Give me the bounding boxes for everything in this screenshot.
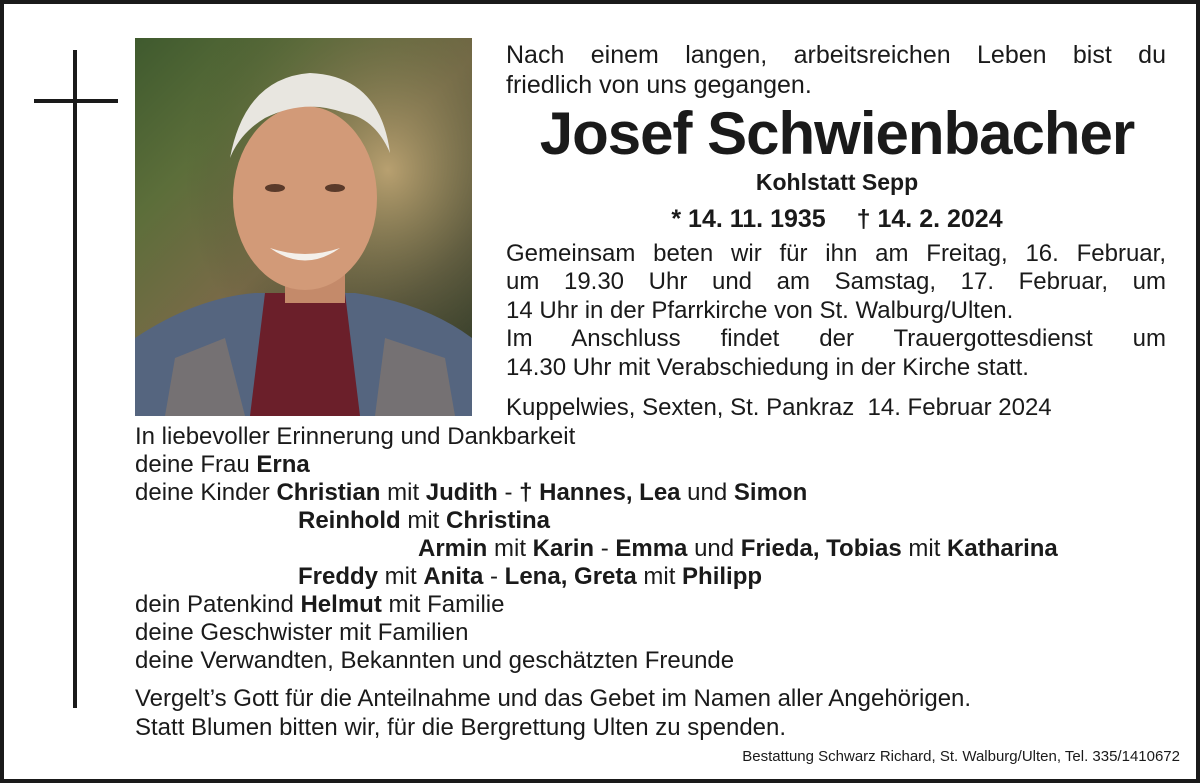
family-name: Freddy [298, 563, 379, 590]
family-name: Helmut [300, 591, 382, 618]
intro-line-2: friedlich von uns gegangen. [506, 71, 812, 99]
thanks-line-2: Statt Blumen bitten wir, für die Bergrettung Ulten zu spenden. [135, 714, 787, 741]
family-siblings: deine Geschwister mit Familien [135, 619, 469, 646]
connector-text: - [497, 479, 520, 506]
family-name: Simon [733, 479, 808, 506]
wife-prefix: deine Frau [135, 451, 250, 478]
connector-text: mit [636, 563, 683, 590]
undertaker-info: Bestattung Schwarz Richard, St. Walburg/Ulten, Tel. 335/1410672 [742, 748, 1180, 765]
family-name: Reinhold [298, 507, 401, 534]
family-intro: In liebevoller Erinnerung und Dankbarkeit [135, 423, 576, 450]
connector-text: mit [400, 507, 446, 534]
deceased-name: Josef Schwienbacher [539, 100, 1135, 167]
connector-text: mit [380, 479, 426, 506]
deceased-nickname: Kohlstatt Sepp [755, 169, 919, 195]
service-line: 14 Uhr in der Pfarrkirche von St. Walburg/Ulten. [506, 296, 1014, 324]
service-line: 14.30 Uhr mit Verabschiedung in der Kirche statt. [506, 353, 1029, 381]
family-name: Emma [615, 535, 688, 562]
family-name: Lena, Greta [504, 563, 637, 590]
kids-prefix: deine Kinder [135, 479, 270, 506]
service-line: um 19.30 Uhr und am Samstag, 17. Februar, um [506, 268, 1166, 296]
connector-text: mit [487, 535, 533, 562]
service-line: Im Anschluss findet der Trauergottesdienst um [506, 325, 1166, 353]
family-name: Anita [423, 563, 484, 590]
service-info [506, 240, 1166, 382]
family-name: Armin [418, 535, 488, 562]
intro-line-1: Nach einem langen, arbeitsreichen Leben bist du [506, 41, 1166, 69]
life-dates [506, 205, 1168, 234]
family-name: Christina [445, 507, 550, 534]
thanks-line-1: Vergelt’s Gott für die Anteilnahme und das Gebet im Namen aller Angehörigen. [135, 685, 972, 712]
connector-text: und [680, 479, 734, 506]
connector-text: dein Patenkind [135, 591, 301, 618]
family-wife [135, 451, 310, 479]
connector-text: - [483, 563, 505, 590]
family-name: Philipp [682, 563, 763, 590]
connector-text: mit [378, 563, 424, 590]
birth-date: * 14. 11. 1935 [671, 205, 826, 233]
connector-text: und [687, 535, 741, 562]
family-kids-row-2 [298, 507, 550, 535]
connector-text: mit [901, 535, 948, 562]
family-name: Christian [276, 479, 381, 506]
wife-name: Erna [256, 451, 310, 478]
family-godchild [135, 591, 504, 619]
family-name: Karin [532, 535, 595, 562]
family-relatives: deine Verwandten, Bekannten und geschätzten Freunde [135, 647, 735, 674]
connector-text: mit Familie [381, 591, 505, 618]
death-date: † 14. 2. 2024 [856, 205, 1003, 233]
family-name: Katharina [947, 535, 1058, 562]
place-and-date: Kuppelwies, Sexten, St. Pankraz 14. Februar 2024 [506, 394, 1052, 421]
family-run-row1 [276, 479, 807, 506]
portrait-photo [135, 38, 472, 416]
service-line: Gemeinsam beten wir für ihn am Freitag, 16. Februar, [506, 240, 1166, 267]
family-name: † Hannes, Lea [519, 479, 681, 506]
family-kids-row-1 [135, 479, 807, 507]
intro-text [506, 40, 1166, 100]
family-kids-row-4 [298, 563, 762, 591]
family-name: Judith [425, 479, 498, 506]
connector-text: - [594, 535, 616, 562]
family-kids-row-3 [418, 535, 1058, 563]
family-name: Frieda, Tobias [740, 535, 902, 562]
